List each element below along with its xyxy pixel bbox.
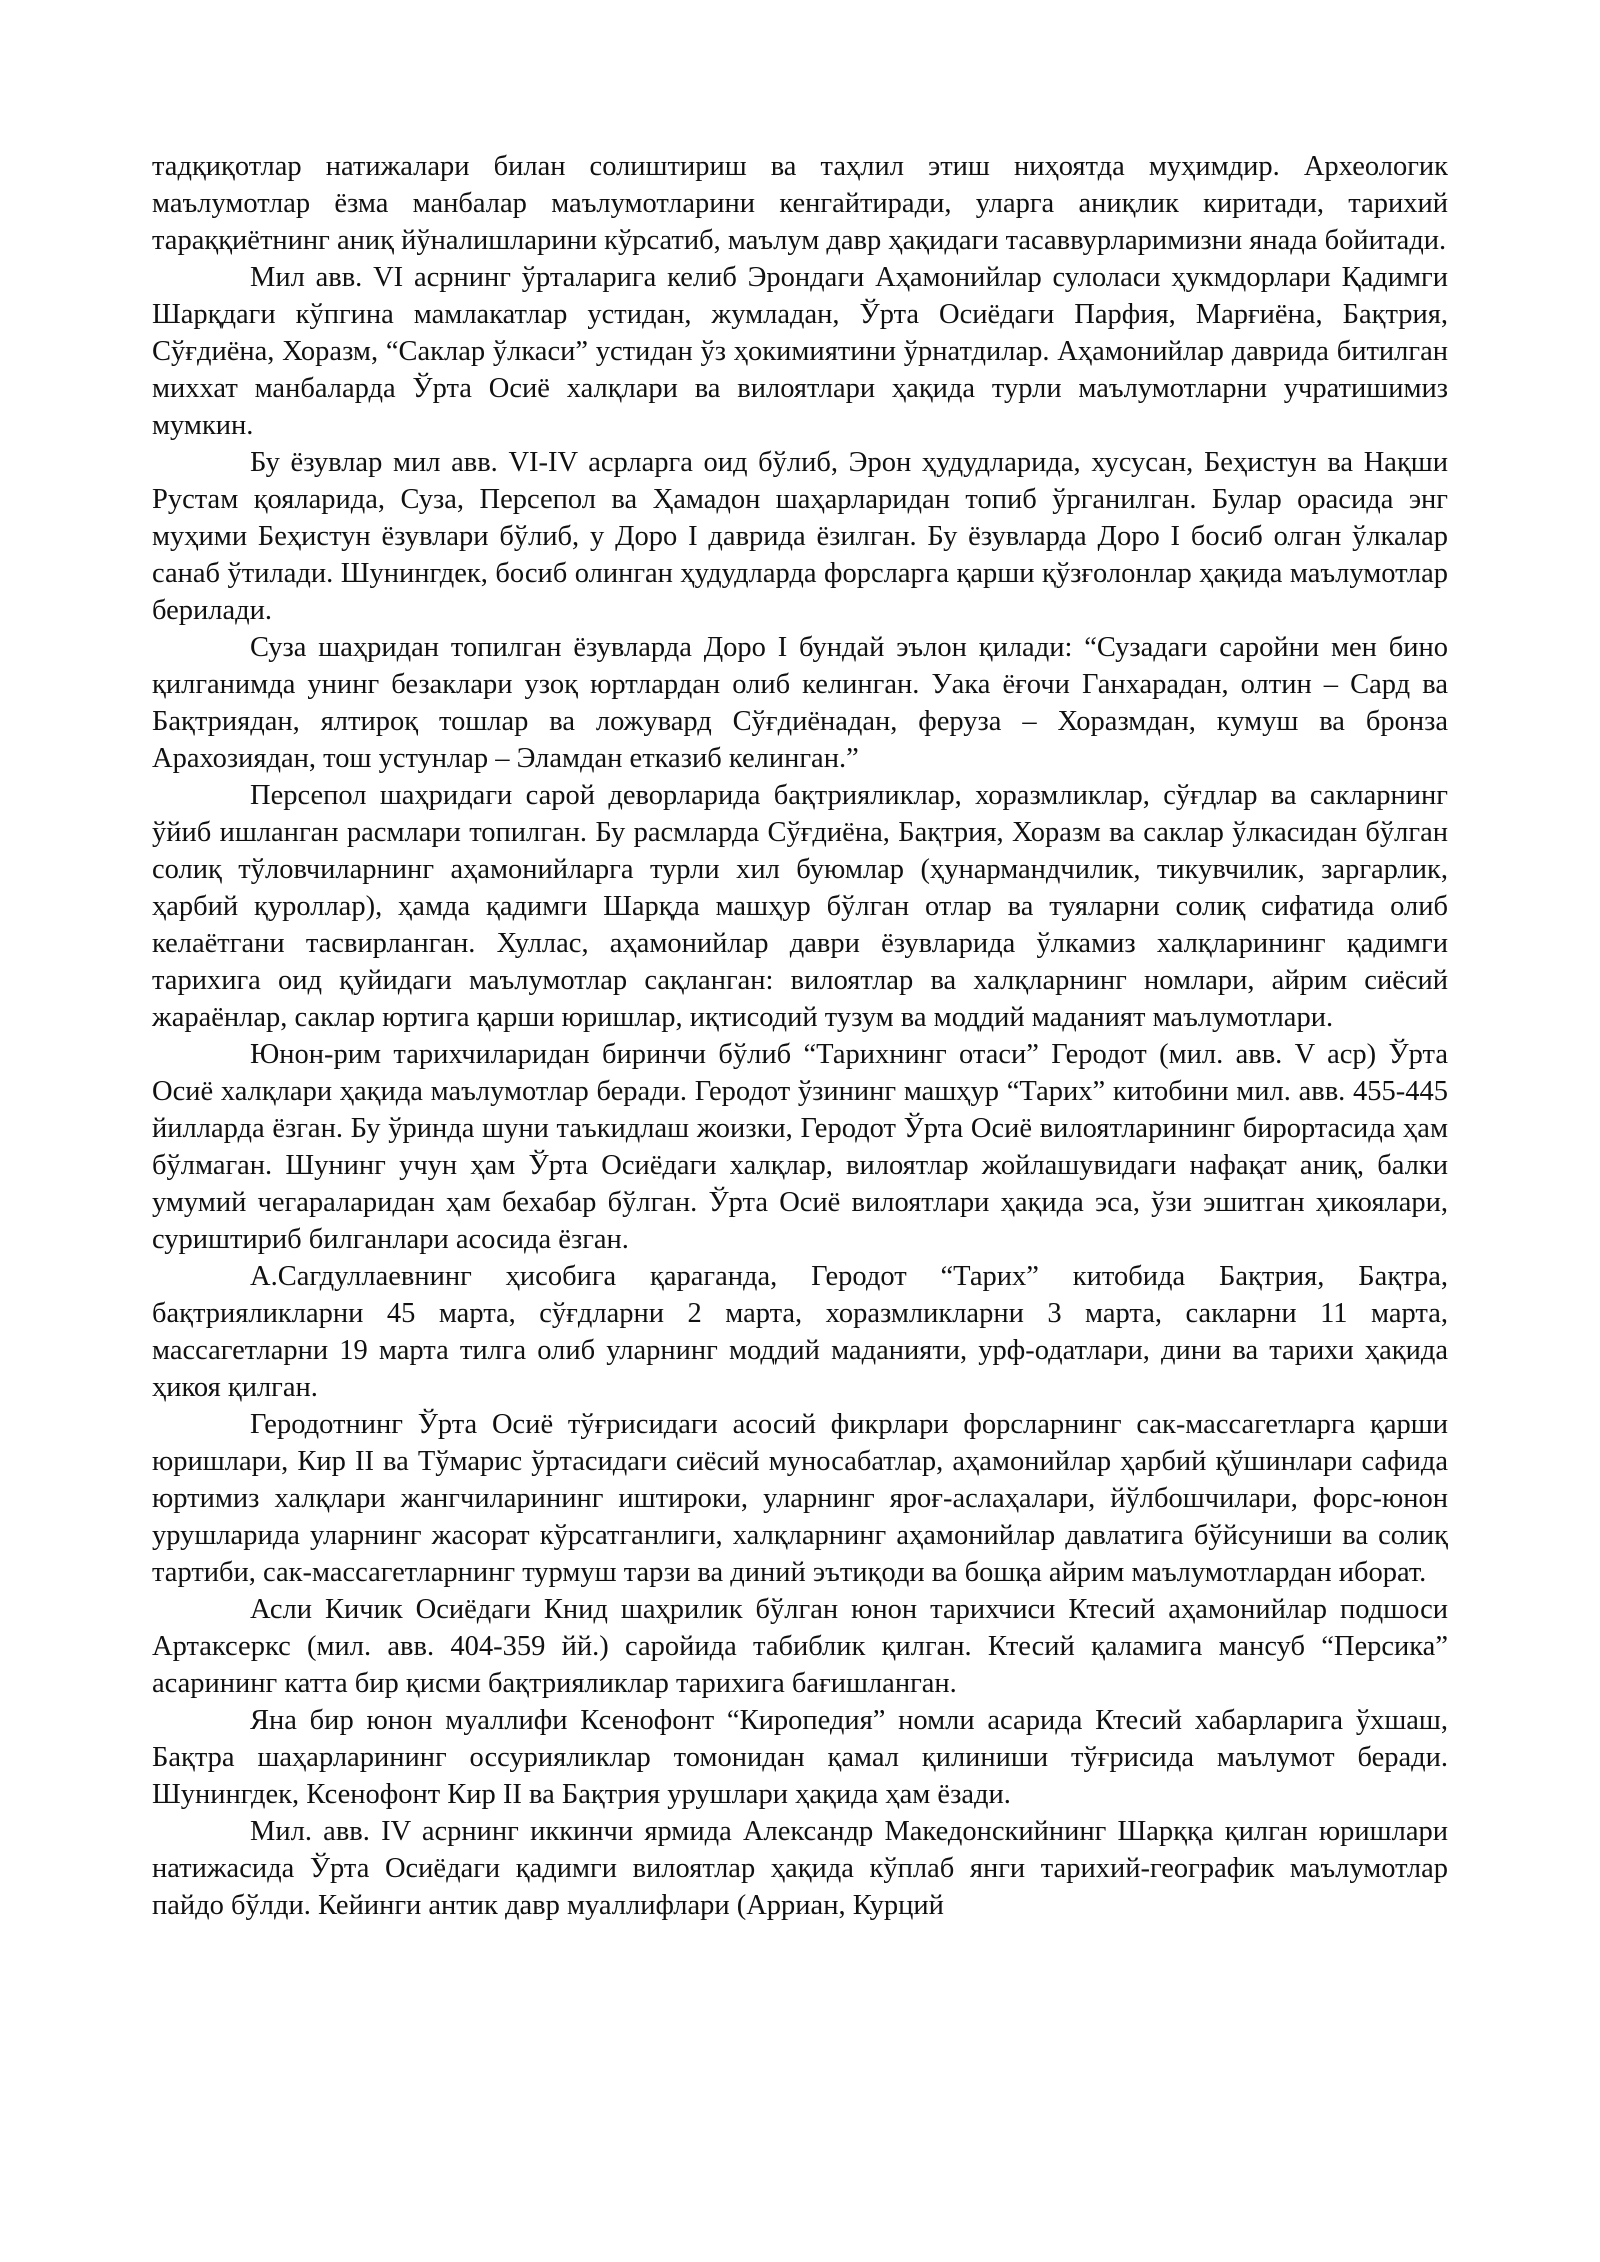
paragraph-2: Мил авв. VI асрнинг ўрталарига келиб Эрондаги Аҳамонийлар сулоласи ҳукмдорлари Қадимги Шарқдаги кўпгина мамлакатлар устидан, жумладан, Ўрта Осиёдаги Парфия, Марғиёна, Бақтрия, Сўғдиёна, Хоразм, “Саклар ўлкаси” устидан ўз ҳокимиятини ўрнатдилар. Аҳамонийлар даврида битилган миххат манбаларда Ўрта Осиё халқлари ва вилоятлари ҳақида турли маълумотларни учратишимиз мумкин. (152, 262, 1448, 441)
paragraph-4: Суза шаҳридан топилган ёзувларда Доро I бундай эълон қилади: “Сузадаги саройни мен бино қилганимда унинг безаклари узоқ юртлардан олиб келинган. Уака ёғочи Ганхарадан, олтин – Сард ва Бақтриядан, ялтироқ тошлар ва ложувард Сўғдиёнадан, феруза – Хоразмдан, кумуш ва бронза Арахозиядан, тош устунлар – Эламдан етказиб келинган.” (152, 632, 1448, 774)
paragraph-9: Асли Кичик Осиёдаги Книд шаҳрилик бўлган юнон тарихчиси Ктесий аҳамонийлар подшоси Артаксеркс (мил. авв. 404-359 йй.) саройида табиблик қилган. Ктесий қаламига мансуб “Персика” асарининг катта бир қисми бақтрияликлар тарихига бағишланган. (152, 1594, 1448, 1699)
paragraph-1: тадқиқотлар натижалари билан солиштириш ва таҳлил этиш ниҳоятда муҳимдир. Археологик маълумотлар ёзма манбалар маълумотларини кенгайтиради, уларга аниқлик киритади, тарихий тараққиётнинг аниқ йўналишларини кўрсатиб, маълум давр ҳақидаги тасаввурларимизни янада бойитади. (152, 151, 1448, 256)
paragraph-7: А.Сагдуллаевнинг ҳисобига қараганда, Геродот “Тарих” китобида Бақтрия, Бақтра, бақтрияликларни 45 марта, сўғдларни 2 марта, хоразмликларни 3 марта, сакларни 11 марта, массагетларни 19 марта тилга олиб уларнинг моддий маданияти, урф-одатлари, дини ва тарихи ҳақида ҳикоя қилган. (152, 1261, 1448, 1403)
paragraph-6: Юнон-рим тарихчиларидан биринчи бўлиб “Тарихнинг отаси” Геродот (мил. авв. V аср) Ўрта Осиё халқлари ҳақида маълумотлар беради. Геродот ўзининг машҳур “Тарих” китобини мил. авв. 455-445 йилларда ёзган. Бу ўринда шуни таъкидлаш жоизки, Геродот Ўрта Осиё вилоятларининг бирортасида ҳам бўлмаган. Шунинг учун ҳам Ўрта Осиёдаги халқлар, вилоятлар жойлашувидаги нафақат аниқ, балки умумий чегараларидан ҳам бехабар бўлган. Ўрта Осиё вилоятлари ҳақида эса, ўзи эшитган ҳикоялари, суриштириб билганлари асосида ёзган. (152, 1039, 1448, 1255)
paragraph-8: Геродотнинг Ўрта Осиё тўғрисидаги асосий фикрлари форсларнинг сак-массагетларга қарши юришлари, Кир II ва Тўмарис ўртасидаги сиёсий муносабатлар, аҳамонийлар ҳарбий қўшинлари сафида юртимиз халқлари жангчиларининг иштироки, уларнинг яроғ-аслаҳалари, йўлбошчилари, форс-юнон урушларида уларнинг жасорат кўрсатганлиги, халқларнинг аҳамонийлар давлатига бўйсуниши ва солиқ тартиби, сак-массагетларнинг турмуш тарзи ва диний эътиқоди ва бошқа айрим маълумотлардан иборат. (152, 1409, 1448, 1588)
paragraph-10: Яна бир юнон муаллифи Ксенофонт “Киропедия” номли асарида Ктесий хабарларига ўхшаш, Бақтра шаҳарларининг оссурияликлар томонидан қамал қилиниши тўғрисида маълумот беради. Шунингдек, Ксенофонт Кир II ва Бақтрия урушлари ҳақида ҳам ёзади. (152, 1705, 1448, 1810)
paragraph-11: Мил. авв. IV асрнинг иккинчи ярмида Александр Македонскийнинг Шарққа қилган юришлари натижасида Ўрта Осиёдаги қадимги вилоятлар ҳақида кўплаб янги тарихий-географик маълумотлар пайдо бўлди. Кейинги антик давр муаллифлари (Арриан, Курций (152, 1816, 1448, 1921)
paragraph-5: Персепол шаҳридаги сарой деворларида бақтрияликлар, хоразмликлар, сўғдлар ва сакларнинг ўйиб ишланган расмлари топилган. Бу расмларда Сўғдиёна, Бақтрия, Хоразм ва саклар ўлкасидан бўлган солиқ тўловчиларнинг аҳамонийларга турли хил буюмлар (ҳунармандчилик, тикувчилик, заргарлик, ҳарбий қуроллар), ҳамда қадимги Шарқда машҳур бўлган отлар ва туяларни солиқ сифатида олиб келаётгани тасвирланган. Хуллас, аҳамонийлар даври ёзувларида ўлкамиз халқларининг қадимги тарихига оид қуйидаги маълумотлар сақланган: вилоятлар ва халқларнинг номлари, айрим сиёсий жараёнлар, саклар юртига қарши юришлар, иқтисодий тузум ва моддий маданият маълумотлари. (152, 780, 1448, 1033)
paragraph-3: Бу ёзувлар мил авв. VI-IV асрларга оид бўлиб, Эрон ҳудудларида, хусусан, Беҳистун ва Нақши Рустам қояларида, Суза, Персепол ва Ҳамадон шаҳарларидан топиб ўрганилган. Булар орасида энг муҳими Беҳистун ёзувлари бўлиб, у Доро I даврида ёзилган. Бу ёзувларда Доро I босиб олган ўлкалар санаб ўтилади. Шунингдек, босиб олинган ҳудудларда форсларга қарши қўзғолонлар ҳақида маълумотлар берилади. (152, 447, 1448, 626)
document-page (152, 148, 1448, 1924)
